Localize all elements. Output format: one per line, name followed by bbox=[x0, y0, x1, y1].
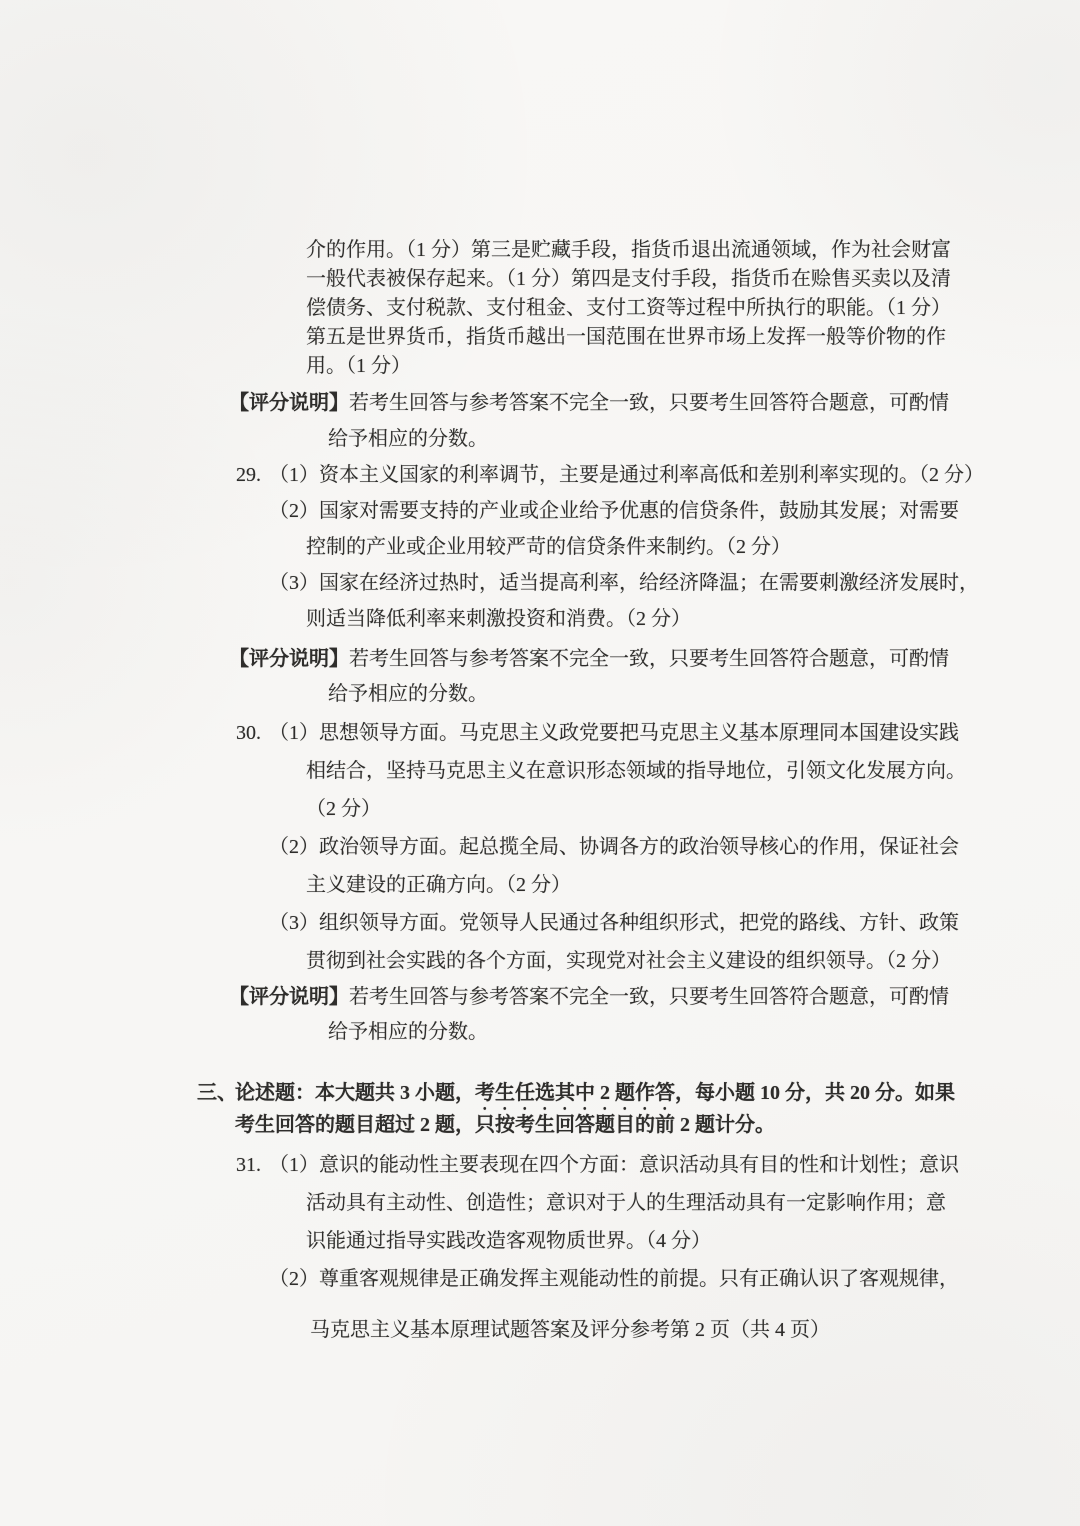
section-text-emphasized: 考生任选其中 2 题作答 bbox=[475, 1082, 675, 1104]
answer-text: 组织领导方面。党领导人民通过各种组织形式，把党的路线、方针、政策 bbox=[319, 912, 959, 934]
answer-28-continuation bbox=[0, 236, 1080, 381]
scoring-note-label: 【评分说明】 bbox=[229, 648, 349, 670]
answer-text: 意识的能动性主要表现在四个方面：意识活动具有目的性和计划性；意识 bbox=[319, 1154, 959, 1176]
text-line bbox=[0, 1077, 1080, 1109]
text-line bbox=[0, 980, 1080, 1015]
section-text: ，每小题 10 分，共 20 分。如果 bbox=[675, 1082, 955, 1104]
text-line bbox=[0, 457, 1080, 493]
text-line bbox=[0, 904, 1080, 942]
text-line: 介的作用。（1 分）第三是贮藏手段，指货币退出流通领域，作为社会财富 bbox=[306, 239, 951, 261]
text-line bbox=[0, 385, 1080, 421]
text-line: 控制的产业或企业用较严苛的信贷条件来制约。（2 分） bbox=[306, 536, 791, 558]
subitem-marker: （2） bbox=[269, 836, 319, 858]
scoring-note-1 bbox=[0, 385, 1080, 457]
section-number: 三、 bbox=[197, 1082, 237, 1104]
scoring-note-3 bbox=[0, 980, 1080, 1050]
answer-text: 政治领导方面。起总揽全局、协调各方的政治领导核心的作用，保证社会 bbox=[319, 836, 959, 858]
subitem-marker: （2） bbox=[269, 500, 319, 522]
text-line: 给予相应的分数。 bbox=[328, 683, 488, 705]
text-line bbox=[0, 828, 1080, 866]
answer-text: 资本主义国家的利率调节，主要是通过利率高低和差别利率实现的。（2 分） bbox=[319, 464, 984, 486]
subitem-marker: （1） bbox=[269, 1154, 319, 1176]
answer-text: 尊重客观规律是正确发挥主观能动性的前提。只有正确认识了客观规律， bbox=[319, 1268, 959, 1290]
text-line: 一般代表被保存起来。（1 分）第四是支付手段，指货币在赊售买卖以及清 bbox=[306, 268, 951, 290]
scoring-note-text: 若考生回答与参考答案不完全一致，只要考生回答符合题意，可酌情 bbox=[349, 648, 949, 670]
text-line: 贯彻到社会实践的各个方面，实现党对社会主义建设的组织领导。（2 分） bbox=[306, 950, 951, 972]
question-number: 30. bbox=[236, 722, 261, 744]
text-line: 偿债务、支付税款、支付租金、支付工资等过程中所执行的职能。（1 分） bbox=[306, 297, 951, 319]
answer-text: 国家在经济过热时，适当提高利率，给经济降温；在需要刺激经济发展时， bbox=[319, 572, 979, 594]
text-line: 给予相应的分数。 bbox=[328, 1021, 488, 1043]
section-3-header bbox=[0, 1077, 1080, 1141]
scoring-note-label: 【评分说明】 bbox=[229, 986, 349, 1008]
subitem-marker: （3） bbox=[269, 912, 319, 934]
text-line: 活动具有主动性、创造性；意识对于人的生理活动具有一定影响作用；意 bbox=[306, 1192, 946, 1214]
text-line: 相结合，坚持马克思主义在意识形态领域的指导地位，引领文化发展方向。 bbox=[306, 760, 966, 782]
subitem-marker: （1） bbox=[269, 464, 319, 486]
scoring-note-text: 若考生回答与参考答案不完全一致，只要考生回答符合题意，可酌情 bbox=[349, 392, 949, 414]
question-29-answer bbox=[0, 457, 1080, 637]
question-31-answer bbox=[0, 1146, 1080, 1298]
text-line bbox=[0, 565, 1080, 601]
subitem-marker: （1） bbox=[269, 722, 319, 744]
answer-text: 思想领导方面。马克思主义政党要把马克思主义基本原理同本国建设实践 bbox=[319, 722, 959, 744]
question-number: 31. bbox=[236, 1154, 261, 1176]
text-line bbox=[0, 642, 1080, 677]
text-line: 则适当降低利率来刺激投资和消费。（2 分） bbox=[306, 608, 691, 630]
text-line bbox=[0, 493, 1080, 529]
page-footer-text: 马克思主义基本原理试题答案及评分参考第 2 页（共 4 页） bbox=[310, 1319, 830, 1341]
text-line: 给予相应的分数。 bbox=[328, 428, 488, 450]
text-line: 主义建设的正确方向。（2 分） bbox=[306, 874, 571, 896]
text-line: 考生回答的题目超过 2 题，只按考生回答题目的前 2 题计分。 bbox=[235, 1114, 775, 1136]
text-line bbox=[0, 1260, 1080, 1298]
text-line bbox=[0, 1146, 1080, 1184]
page-footer bbox=[0, 1318, 1080, 1342]
scoring-note-2 bbox=[0, 642, 1080, 712]
text-line: （2 分） bbox=[306, 798, 381, 820]
text-line: 识能通过指导实践改造客观物质世界。（4 分） bbox=[306, 1230, 711, 1252]
section-text: 论述题：本大题共 3 小题， bbox=[235, 1082, 475, 1104]
subitem-marker: （3） bbox=[269, 572, 319, 594]
text-line: 用。（1 分） bbox=[306, 355, 411, 377]
question-30-answer bbox=[0, 714, 1080, 980]
text-line bbox=[0, 714, 1080, 752]
question-number: 29. bbox=[236, 464, 261, 486]
answer-text: 国家对需要支持的产业或企业给予优惠的信贷条件，鼓励其发展；对需要 bbox=[319, 500, 959, 522]
subitem-marker: （2） bbox=[269, 1268, 319, 1290]
scoring-note-label: 【评分说明】 bbox=[229, 392, 349, 414]
text-line: 第五是世界货币，指货币越出一国范围在世界市场上发挥一般等价物的作 bbox=[306, 326, 946, 348]
scoring-note-text: 若考生回答与参考答案不完全一致，只要考生回答符合题意，可酌情 bbox=[349, 986, 949, 1008]
